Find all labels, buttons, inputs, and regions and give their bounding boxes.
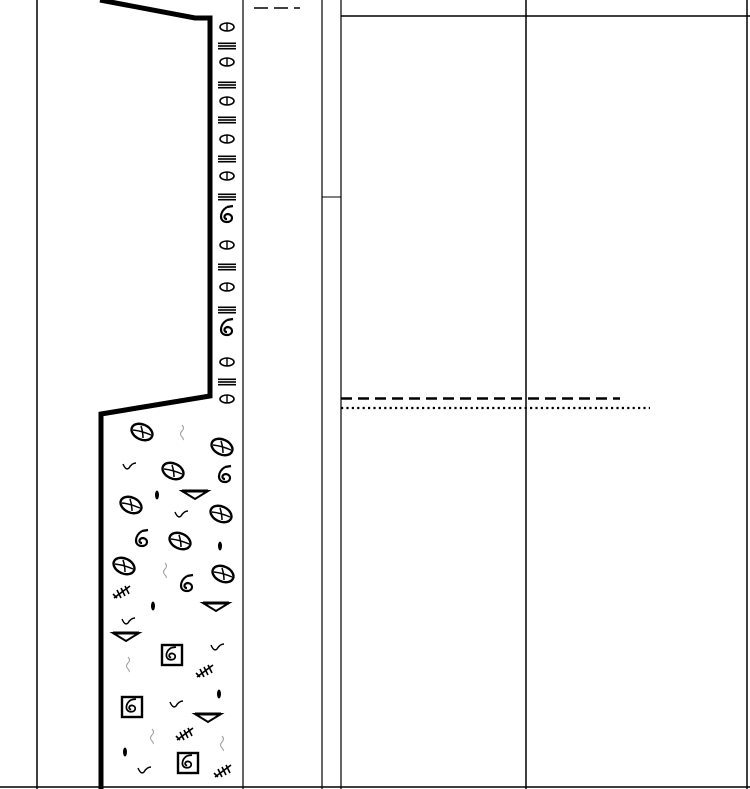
phosphatic-nodule-icon: [220, 395, 234, 403]
brachiopod-icon: [111, 555, 137, 578]
phosphatic-nodule-icon: [220, 283, 234, 291]
crinoid-icon: [170, 701, 183, 707]
fusulinid-icon: [218, 542, 222, 551]
phosphatic-nodule-icon: [220, 58, 234, 66]
brachiopod-icon: [208, 503, 234, 526]
phosphatic-nodule-icon: [220, 241, 234, 249]
brachiopod-icon: [160, 460, 186, 483]
lamination-icon: [218, 379, 236, 386]
lamination-icon: [218, 194, 236, 201]
phosphatic-nodule-icon: [220, 358, 234, 366]
phosphatic-nodule-icon: [220, 23, 234, 31]
boxed-fossil-icon: [178, 753, 198, 773]
contact-lines: [254, 8, 650, 408]
bivalve-icon: [182, 491, 208, 499]
bivalve-icon: [113, 633, 139, 641]
fossil-fragment-icon: [219, 466, 231, 482]
lamination-icon: [218, 264, 236, 271]
fossil-fragment-icon: [221, 319, 233, 335]
bryozoa-icon: [176, 728, 193, 740]
lamination-icon: [218, 82, 236, 89]
fossil-fragment-icon: [136, 530, 148, 546]
boxed-fossil-icon: [122, 697, 142, 717]
fusulinid-icon: [217, 690, 221, 699]
phosphatic-nodule-icon: [220, 172, 234, 180]
lamination-icon: [218, 156, 236, 163]
bivalve-icon: [203, 603, 229, 611]
crinoid-icon: [211, 644, 224, 650]
burrow-icon: [221, 736, 224, 751]
fossil-fragment-icon: [221, 206, 233, 222]
bryozoa-icon: [196, 665, 213, 677]
limestone-fossil-symbols: [111, 421, 236, 777]
fossil-fragment-icon: [181, 575, 193, 591]
fusulinid-icon: [123, 748, 127, 757]
shale-symbols: [218, 23, 236, 403]
fusulinid-icon: [155, 491, 159, 500]
bryozoa-icon: [113, 586, 130, 598]
crinoid-icon: [175, 511, 188, 517]
burrow-icon: [181, 425, 184, 440]
fusulinid-icon: [151, 602, 155, 611]
boxed-fossil-icon: [162, 645, 182, 665]
crinoid-icon: [122, 618, 135, 624]
brachiopod-icon: [118, 494, 144, 517]
bivalve-icon: [195, 714, 221, 722]
brachiopod-icon: [129, 421, 155, 444]
phosphatic-nodule-icon: [220, 135, 234, 143]
lamination-icon: [218, 43, 236, 50]
crinoid-icon: [123, 463, 136, 469]
crinoid-icon: [138, 767, 151, 773]
brachiopod-icon: [209, 436, 235, 459]
burrow-icon: [151, 729, 154, 744]
brachiopod-icon: [167, 530, 193, 553]
bryozoa-icon: [214, 765, 231, 777]
lamination-icon: [218, 117, 236, 124]
burrow-icon: [127, 657, 130, 672]
burrow-icon: [164, 563, 167, 578]
weathering-profile: [100, 0, 210, 789]
lamination-icon: [218, 307, 236, 314]
phosphatic-nodule-icon: [220, 97, 234, 105]
brachiopod-icon: [210, 563, 236, 586]
